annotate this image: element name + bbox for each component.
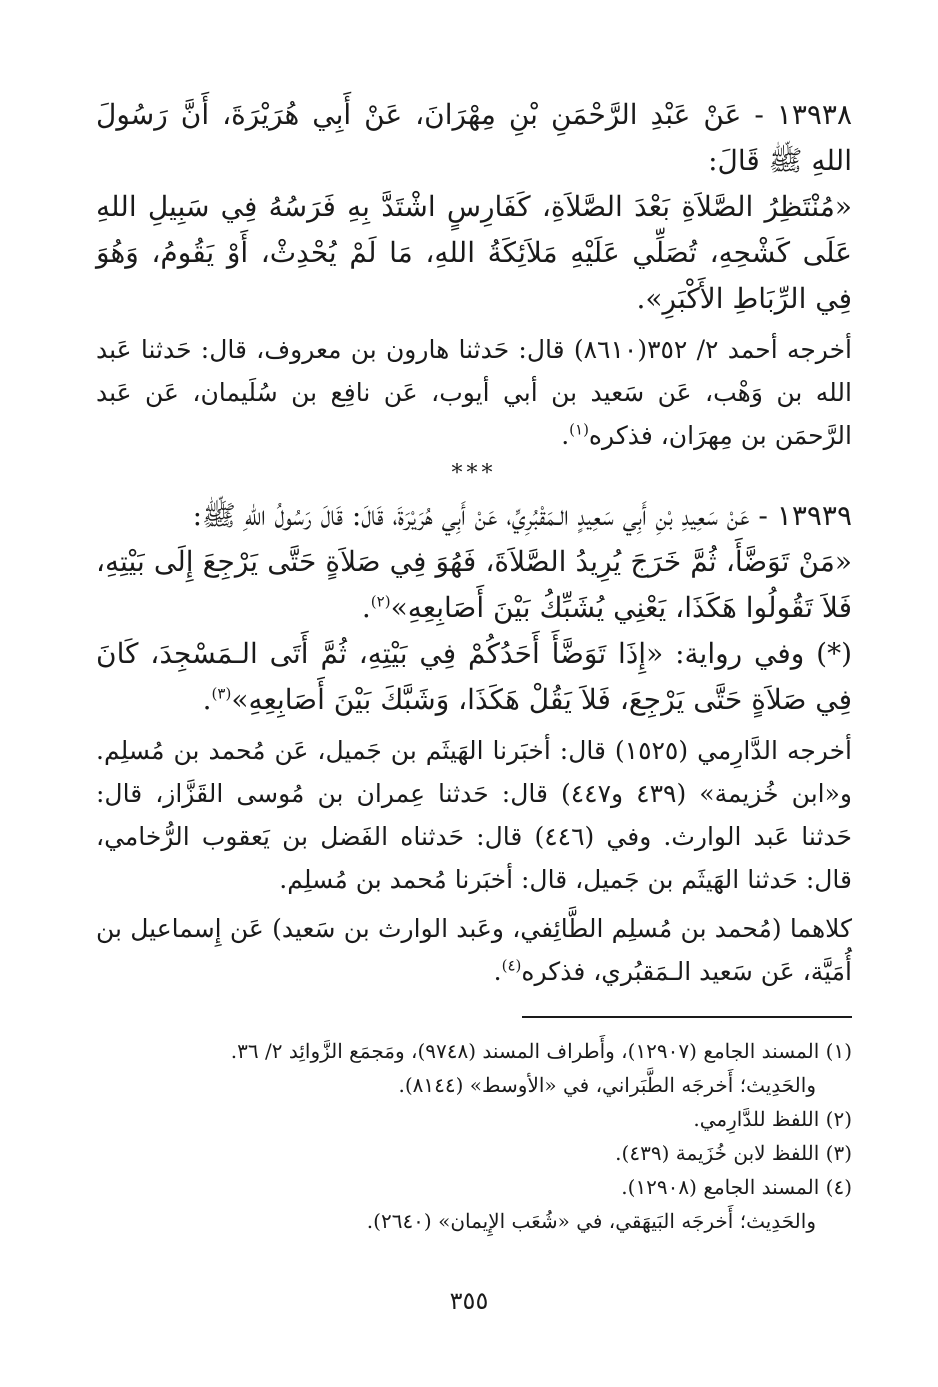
hadith-13938-header: ١٣٩٣٨ - عَنْ عَبْدِ الرَّحْمَنِ بْنِ مِهْرَانَ، عَنْ أَبِي هُرَيْرَةَ، أَنَّ رَسُولَ اللهِ ﷺ قَالَ: (96, 98, 852, 177)
section-separator: *** (451, 461, 497, 486)
hadith-13939-matn (96, 539, 852, 631)
takhrij-text: أخرجه أحمد ٢/ ٣٥٢(٨٦١٠) قال: حَدثنا هارون بن معروف، قال: حَدثنا عَبد الله بن وَهْب، عَن سَعيد بن أبي أيوب، عَن نافِع بن سُلَيمان، عَن عَبد الرَّحمَن بن مِهرَان، فذكره (96, 335, 852, 450)
footnote-ref-2[interactable]: (٢) (370, 592, 391, 611)
footnote-1-continuation: والحَدِيث؛ أَخرجَه الطَّبَراني، في «الأوسط» (٨١٤٤). (398, 1073, 816, 1097)
footnote-1: (١) المسند الجامع (١٢٩٠٧)، وأَطراف المسند (٩٧٤٨)، ومَجمَع الزَّوائِد ٢/ ٣٦. (230, 1039, 852, 1063)
footnote-4: (٤) المسند الجامع (١٢٩٠٨). (621, 1175, 852, 1199)
footnote-ref-1[interactable]: (١) (569, 420, 589, 439)
riwaya-text: (*) وفي رواية: «إِذَا تَوَضَّأَ أَحَدُكُمْ فِي بَيْتِهِ، ثُمَّ أَتَى الـمَسْجِدَ، كَانَ فِي صَلاَةٍ حَتَّى يَرْجِعَ، فَلاَ يَقُلْ هَكَذَا، وَشَبَّكَ بَيْنَ أَصَابِعِهِ» (96, 637, 852, 716)
takhrij-end: . (493, 957, 502, 986)
page-number: ٣٥٥ (449, 1287, 489, 1315)
footnote-3: (٣) اللفظ لابن خُزَيمة (٤٣٩). (615, 1141, 852, 1165)
matn-text: «مَنْ تَوَضَّأَ، ثُمَّ خَرَجَ يُرِيدُ الصَّلاَةَ، فَهُوَ فِي صَلاَةٍ حَتَّى يَرْجِعَ إِلَى بَيْتِهِ، فَلاَ تَقُولُوا هَكَذَا، يَعْنِي يُشَبِّكُ بَيْنَ أَصَابِعِهِ» (96, 545, 852, 624)
hadith-13938-takhrij (96, 328, 852, 457)
footnote-4-continuation: والحَدِيث؛ أَخرجَه البَيهَقي، في «شُعَب الإِيمان» (٢٦٤٠). (366, 1209, 816, 1233)
hadith-13939-takhrij-2 (96, 907, 852, 993)
footnote-ref-4[interactable]: (٤) (501, 956, 522, 975)
hadith-13939-header: ١٣٩٣٩ - عَنْ سَعِيدِ بْنِ أَبِي سَعِيدٍ الـمَقْبُرِيِّ، عَنْ أَبِي هُرَيْرَةَ، قَالَ: قَالَ رَسُولُ اللهِ ﷺ: (192, 499, 852, 532)
takhrij-text: كلاهما (مُحمد بن مُسلِم الطَّائِفي، وعَبد الوارث بن سَعيد) عَن إِسماعيل بن أُمَيَّة، عَن سَعيد الـمَقبُري، فذكره (96, 914, 852, 986)
footnote-divider (522, 1016, 852, 1018)
footnote-2: (٢) اللفظ للدَّارِمي. (693, 1107, 852, 1131)
takhrij-end: . (561, 421, 570, 450)
matn-end: . (361, 591, 371, 624)
hadith-13939-takhrij-1: أخرجه الدَّارِمي (١٥٢٥) قال: أخبَرنا الهَيثَم بن جَميل، عَن مُحمد بن مُسلِم. و«ابن خُزيمة» (٤٣٩ و٤٤٧) قال: حَدثنا عِمران بن مُوسى القَزَّاز، قال: حَدثنا عَبد الوارث. وفي (٤٤٦) قال: حَدثناه الفَضل بن يَعقوب الرُّخامي، قال: حَدثنا الهَيثَم بن جَميل، قال: أخبَرنا مُحمد بن مُسلِم. (96, 736, 852, 894)
hadith-13938-matn: «مُنْتَظِرُ الصَّلاَةِ بَعْدَ الصَّلاَةِ، كَفَارِسٍ اشْتَدَّ بِهِ فَرَسُهُ فِي سَبِيلِ اللهِ عَلَى كَشْحِهِ، تُصَلِّي عَلَيْهِ مَلاَئِكَةُ اللهِ، مَا لَمْ يُحْدِثْ، أَوْ يَقُومُ، وَهُوَ فِي الرِّبَاطِ الأَكْبَرِ». (96, 190, 853, 315)
footnotes-section (96, 1016, 852, 1238)
riwaya-end: . (202, 683, 212, 716)
footnote-ref-3[interactable]: (٣) (211, 684, 232, 703)
hadith-13939-riwaya (96, 631, 852, 723)
